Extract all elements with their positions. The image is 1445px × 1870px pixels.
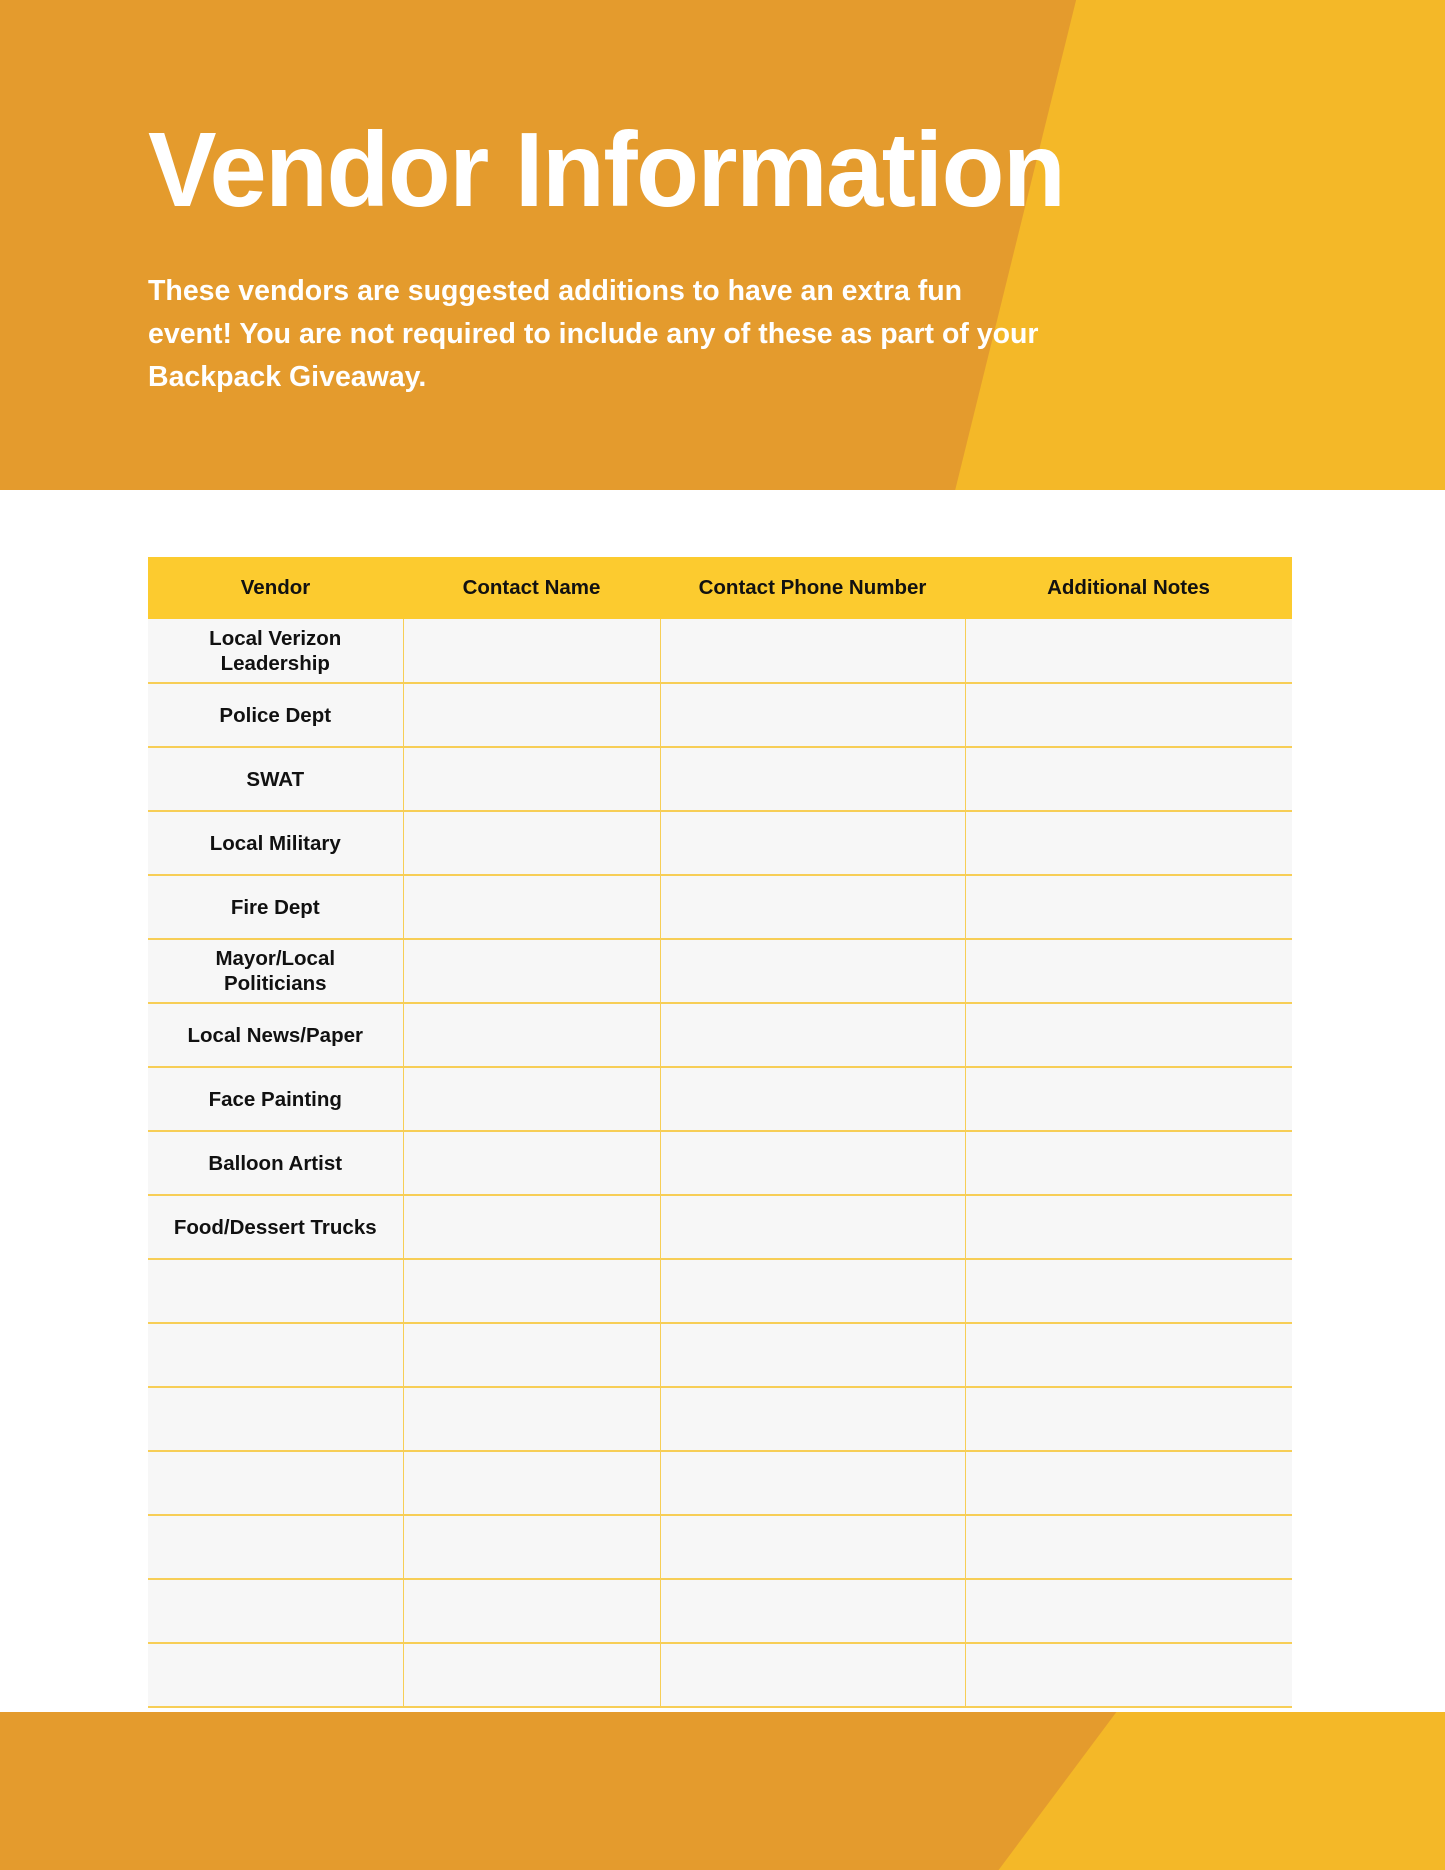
cell-vendor <box>148 1515 403 1579</box>
cell-notes[interactable] <box>965 1323 1292 1387</box>
cell-contact-phone[interactable] <box>660 747 965 811</box>
cell-contact-phone[interactable] <box>660 1323 965 1387</box>
table-header-row <box>148 557 1292 619</box>
table-row <box>148 1643 1292 1707</box>
cell-contact-phone[interactable] <box>660 1131 965 1195</box>
cell-notes[interactable] <box>965 939 1292 1003</box>
table-row <box>148 1451 1292 1515</box>
cell-contact-name[interactable] <box>403 1579 660 1643</box>
vendor-label: Leadership <box>220 651 330 675</box>
vendor-label: Local Verizon <box>209 626 342 650</box>
column-header-contact-name: Contact Name <box>403 557 660 619</box>
cell-contact-name[interactable] <box>403 619 660 683</box>
cell-vendor <box>148 811 403 875</box>
cell-vendor <box>148 939 403 1003</box>
cell-notes[interactable] <box>965 811 1292 875</box>
table-row <box>148 1387 1292 1451</box>
cell-notes[interactable] <box>965 1451 1292 1515</box>
cell-contact-phone[interactable] <box>660 1067 965 1131</box>
cell-contact-name[interactable] <box>403 747 660 811</box>
cell-contact-name[interactable] <box>403 1643 660 1707</box>
vendor-label: Politicians <box>223 972 327 995</box>
cell-contact-phone[interactable] <box>660 1643 965 1707</box>
table-row <box>148 683 1292 747</box>
cell-notes[interactable] <box>965 1515 1292 1579</box>
cell-vendor <box>148 1259 403 1323</box>
cell-notes[interactable] <box>965 1003 1292 1067</box>
table-header <box>148 557 1292 619</box>
cell-vendor <box>148 619 403 683</box>
cell-contact-phone[interactable] <box>660 1003 965 1067</box>
cell-vendor <box>148 875 403 939</box>
table-row <box>148 939 1292 1003</box>
cell-contact-name[interactable] <box>403 939 660 1003</box>
table-row <box>148 1579 1292 1643</box>
cell-contact-phone[interactable] <box>660 683 965 747</box>
cell-notes[interactable] <box>965 1579 1292 1643</box>
table-row <box>148 747 1292 811</box>
vendor-label: Face Painting <box>208 1087 342 1111</box>
table-row <box>148 1131 1292 1195</box>
cell-contact-phone[interactable] <box>660 619 965 683</box>
column-header-vendor: Vendor <box>148 557 403 619</box>
cell-notes[interactable] <box>965 875 1292 939</box>
cell-contact-phone[interactable] <box>660 1259 965 1323</box>
column-header-contact-phone: Contact Phone Number <box>660 557 965 619</box>
table-row <box>148 1067 1292 1131</box>
cell-contact-name[interactable] <box>403 1451 660 1515</box>
table-row <box>148 1259 1292 1323</box>
column-header-additional-notes: Additional Notes <box>965 557 1292 619</box>
table-row <box>148 1515 1292 1579</box>
vendor-label: Balloon Artist <box>208 1151 343 1175</box>
vendor-label: Local News/Paper <box>187 1023 363 1047</box>
vendor-table-container <box>148 557 1292 1708</box>
subtitle-line-1: These vendors are suggested additions to have an extra fun <box>148 275 963 307</box>
cell-vendor <box>148 1643 403 1707</box>
cell-vendor <box>148 1323 403 1387</box>
cell-contact-phone[interactable] <box>660 1387 965 1451</box>
cell-contact-phone[interactable] <box>660 1579 965 1643</box>
cell-vendor <box>148 1067 403 1131</box>
footer-banner <box>0 1712 1445 1870</box>
cell-vendor <box>148 683 403 747</box>
cell-contact-name[interactable] <box>403 1323 660 1387</box>
cell-contact-name[interactable] <box>403 1067 660 1131</box>
table-row <box>148 619 1292 683</box>
vendor-label: Food/Dessert Trucks <box>173 1215 377 1239</box>
cell-contact-phone[interactable] <box>660 811 965 875</box>
vendor-label: SWAT <box>246 767 305 791</box>
vendor-label: Police Dept <box>219 703 332 727</box>
cell-contact-phone[interactable] <box>660 939 965 1003</box>
cell-contact-phone[interactable] <box>660 1515 965 1579</box>
cell-contact-name[interactable] <box>403 1003 660 1067</box>
table-row <box>148 1003 1292 1067</box>
cell-notes[interactable] <box>965 619 1292 683</box>
cell-vendor <box>148 1579 403 1643</box>
cell-vendor <box>148 1195 403 1259</box>
subtitle-line-2: event! You are not required to include any of these as part of your <box>148 318 1039 350</box>
cell-notes[interactable] <box>965 1259 1292 1323</box>
cell-contact-name[interactable] <box>403 1387 660 1451</box>
cell-vendor <box>148 1131 403 1195</box>
cell-contact-phone[interactable] <box>660 1451 965 1515</box>
vendor-label: Local Military <box>209 831 341 855</box>
cell-contact-name[interactable] <box>403 1131 660 1195</box>
cell-notes[interactable] <box>965 1387 1292 1451</box>
cell-contact-name[interactable] <box>403 811 660 875</box>
header-content <box>0 0 1445 490</box>
page-title: Vendor Information <box>148 111 1065 229</box>
cell-notes[interactable] <box>965 1131 1292 1195</box>
page-subtitle <box>148 270 1048 399</box>
table-row <box>148 875 1292 939</box>
table-row <box>148 811 1292 875</box>
vendor-label: Fire Dept <box>230 895 320 919</box>
cell-contact-name[interactable] <box>403 1195 660 1259</box>
footer-diagonal-accent <box>825 1712 1445 1870</box>
subtitle-line-3: Backpack Giveaway. <box>148 361 427 393</box>
cell-contact-name[interactable] <box>403 875 660 939</box>
cell-notes[interactable] <box>965 747 1292 811</box>
cell-contact-name[interactable] <box>403 1515 660 1579</box>
vendor-table <box>148 557 1292 1708</box>
cell-vendor <box>148 1387 403 1451</box>
cell-contact-phone[interactable] <box>660 875 965 939</box>
cell-notes[interactable] <box>965 1067 1292 1131</box>
vendor-label: Mayor/Local <box>215 947 336 970</box>
cell-contact-name[interactable] <box>403 1259 660 1323</box>
table-row <box>148 1323 1292 1387</box>
cell-vendor <box>148 1003 403 1067</box>
cell-notes[interactable] <box>965 1195 1292 1259</box>
cell-contact-phone[interactable] <box>660 1195 965 1259</box>
header-banner <box>0 0 1445 490</box>
cell-contact-name[interactable] <box>403 683 660 747</box>
table-row <box>148 1195 1292 1259</box>
cell-vendor <box>148 1451 403 1515</box>
cell-notes[interactable] <box>965 683 1292 747</box>
cell-notes[interactable] <box>965 1643 1292 1707</box>
cell-vendor <box>148 747 403 811</box>
table-body <box>148 619 1292 1707</box>
